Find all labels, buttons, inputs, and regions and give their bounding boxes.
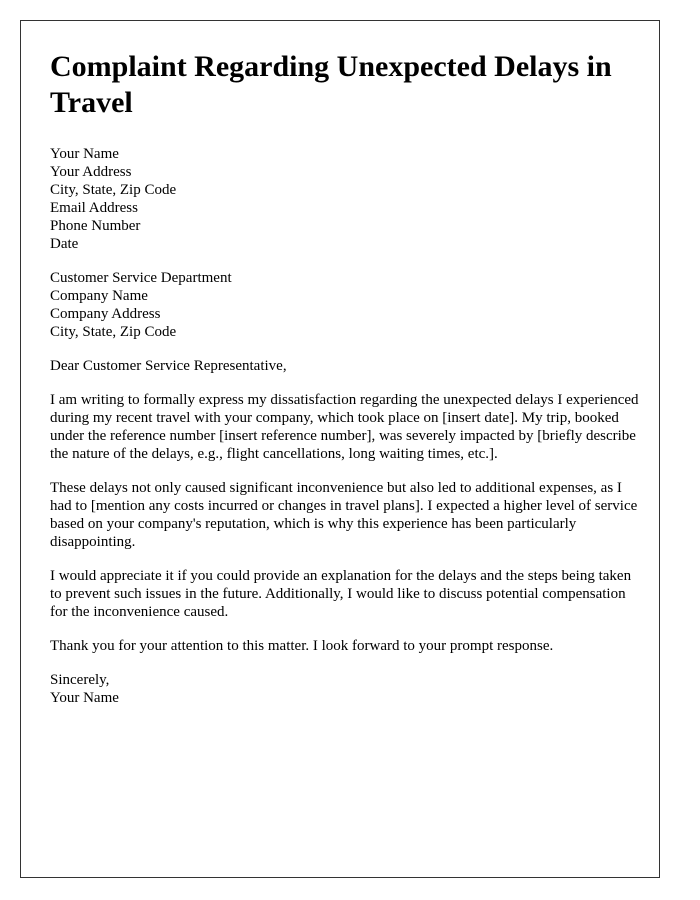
letter-page (20, 20, 660, 878)
closing-block (50, 671, 640, 707)
letter-date: Date (50, 236, 79, 252)
body-paragraph: I am writing to formally express my dissatisfaction regarding the unexpected delays I experienced during my recent travel with your company, which took place on [insert date]. My trip, booked under the reference number [insert reference number], was severely impacted by [briefly describe the nature of the delays, e.g., flight cancellations, long waiting times, etc.]. (50, 392, 639, 462)
recipient-city: City, State, Zip Code (50, 324, 177, 340)
sender-city: City, State, Zip Code (50, 182, 177, 198)
signature-name: Your Name (50, 690, 119, 706)
sender-name: Your Name (50, 146, 119, 162)
letter-title: Complaint Regarding Unexpected Delays in Travel (50, 50, 612, 119)
body-paragraph: I would appreciate it if you could provide an explanation for the delays and the steps being taken to prevent such issues in the future. Additionally, I would like to discuss potential compensation for the inconvenience caused. (50, 568, 632, 620)
recipient-address-block (50, 269, 640, 341)
body-paragraph: These delays not only caused significant inconvenience but also led to additional expenses, as I had to [mention any costs incurred or changes in travel plans]. I expected a higher level of service based on your company's reputation, which is why this experience has been particularly disappointing. (50, 480, 638, 550)
recipient-address: Company Address (50, 306, 161, 322)
recipient-company: Company Name (50, 288, 148, 304)
closing: Sincerely, (50, 672, 110, 688)
letter-content (50, 49, 640, 707)
sender-phone: Phone Number (50, 218, 141, 234)
sender-address-block (50, 145, 640, 253)
body-paragraph: Thank you for your attention to this matter. I look forward to your prompt response. (50, 638, 554, 654)
recipient-department: Customer Service Department (50, 270, 232, 286)
salutation: Dear Customer Service Representative, (50, 358, 287, 374)
sender-address: Your Address (50, 164, 132, 180)
sender-email: Email Address (50, 200, 138, 216)
